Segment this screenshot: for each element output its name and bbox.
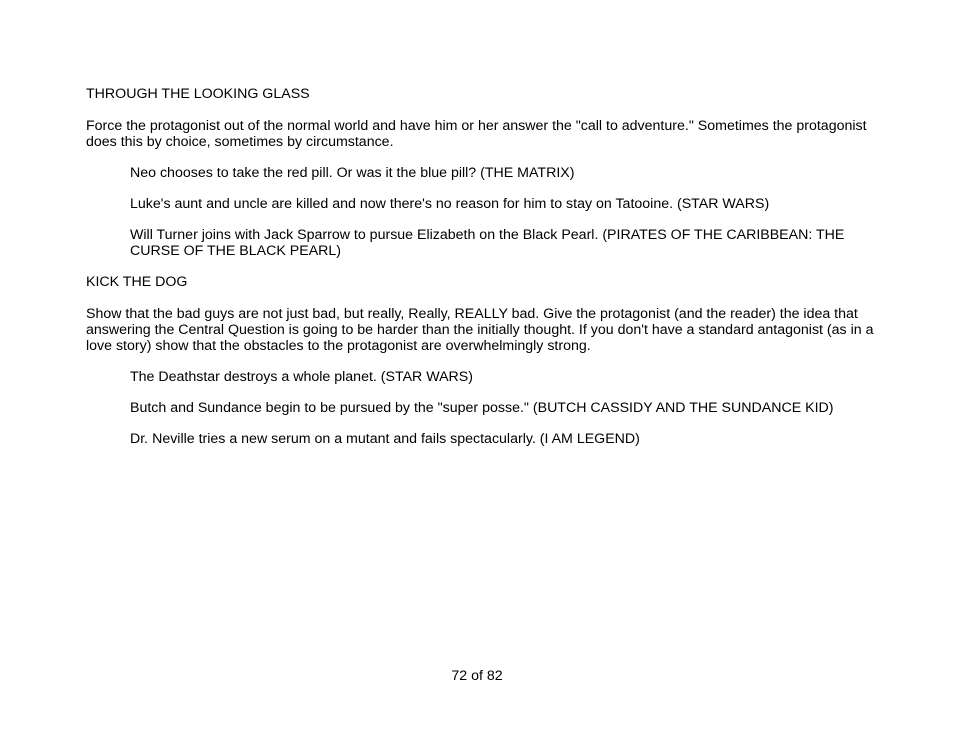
example-item: Will Turner joins with Jack Sparrow to pursue Elizabeth on the Black Pearl. (PIRATES OF THE CARIBBEAN: THE CURSE OF THE BLACK PEARL) [130, 227, 845, 259]
section-heading: THROUGH THE LOOKING GLASS [86, 86, 310, 102]
example-item: Butch and Sundance begin to be pursued by the "super posse." (BUTCH CASSIDY AND THE SUNDANCE KID) [130, 400, 834, 416]
page-number: 72 of 82 [451, 668, 503, 684]
section-body: Show that the bad guys are not just bad, but really, Really, REALLY bad. Give the protagonist (and the reader) the idea that answering the Central Question is going to be harder than the initially thought. If you don't have a standard antagonist (as in a love story) show that the obstacles to the protagonist are overwhelmingly strong. [86, 306, 874, 354]
example-item: Dr. Neville tries a new serum on a mutant and fails spectacularly. (I AM LEGEND) [130, 431, 640, 447]
section-body: Force the protagonist out of the normal world and have him or her answer the "call to adventure." Sometimes the protagonist does this by choice, sometimes by circumstance. [86, 118, 867, 150]
page-content [86, 86, 876, 462]
example-item: Neo chooses to take the red pill. Or was it the blue pill? (THE MATRIX) [130, 165, 575, 181]
example-item: The Deathstar destroys a whole planet. (STAR WARS) [130, 369, 473, 385]
section-heading: KICK THE DOG [86, 274, 188, 290]
example-item: Luke's aunt and uncle are killed and now there's no reason for him to stay on Tatooine. (STAR WARS) [130, 196, 770, 212]
